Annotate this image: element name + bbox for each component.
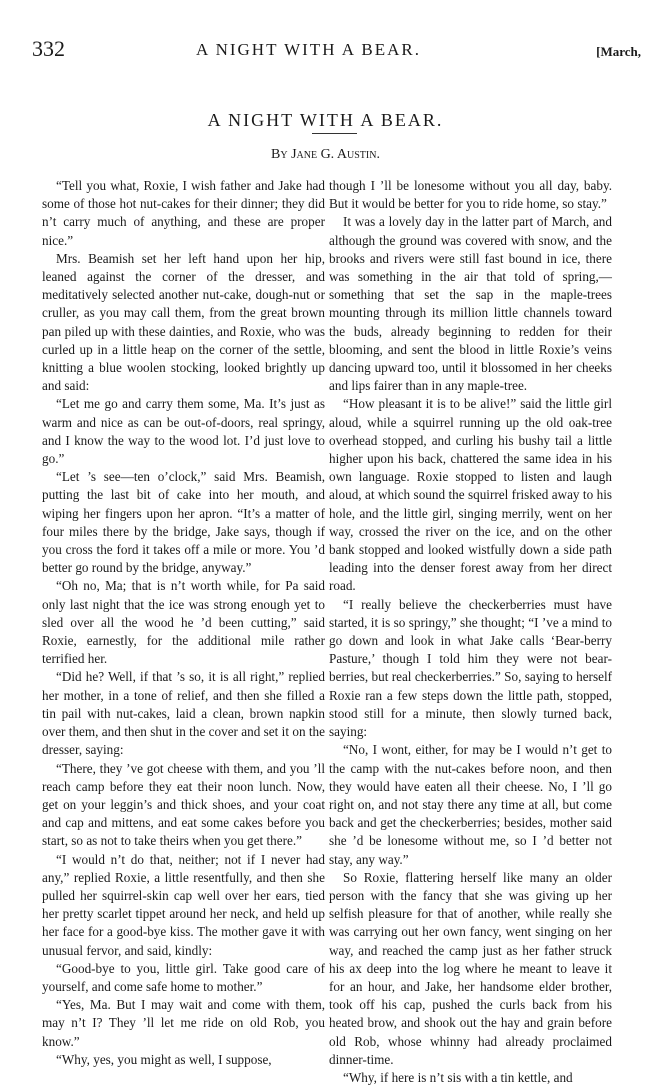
paragraph: So Roxie, flattering herself like many an older person with the fancy that she was giving up her selfish pleasure for that of another, while really she was carrying out her own fancy, went singing on her way, and reached the camp just as her father struck his ax deep into the log where he meant to leave it for an hour, and Jake, her handsome elder brother, took off his cap, pushed the curls back from his heated brow, and shook out the hay and grain before old Rob, whose whinny had already proclaimed dinner-time. [329, 869, 612, 1067]
page-number: 332 [32, 36, 65, 61]
paragraph: Mrs. Beamish set her left hand upon her hip, leaned against the corner of the dresser, and meditatively selected another nut-cake, dough-nut or cruller, as you may call them, from the great brown pan piled up with these dainties, and Roxie, who was curled up in a little heap on the corner of the settle, knitting a blue woolen stocking, looked brightly up and said: [42, 250, 325, 394]
paragraph: “Why, if here is n’t sis with a tin kettle, and [343, 1069, 573, 1085]
paragraph: “How pleasant it is to be alive!” said the little girl aloud, while a squirrel running up the old oak-tree overhead stopped, and curling his bushy tail a little higher upon his back, chattered the same idea in his own language. Roxie stopped to listen and laugh aloud, at which sound the squirrel frisked away to his hole, and the little girl, singing merrily, went on her way, crossed the river on the ice, and on the other bank stopped and looked wistfully down a side path leading into the denser forest away from her direct road. [329, 396, 612, 594]
left-text-column [42, 177, 325, 1069]
paragraph-continued: though I ’ll be lonesome without you all day, baby. But it would be better for you to ride home, so stay.” [329, 178, 612, 212]
paragraph: “There, they ’ve got cheese with them, and you ’ll reach camp before they eat their noon lunch. Now, get on your leggin’s and thick shoes, and your coat and cap and mittens, and eat some cakes before you start, so as not to take theirs when you get there.” [42, 760, 325, 849]
paragraph: “No, I wont, either, for may be I would n’t get to the camp with the nut-cakes before noon, and then they would have eaten all their cheese. No, I ’ll go right on, and not stay there any time at all, but come back and get the checkerberries; besides, mother said she ’d be lonesome without me, so I ’d better not stay, any way.” [329, 742, 612, 867]
right-text-column [329, 177, 612, 1087]
paragraph: “Let ’s see—ten o’clock,” said Mrs. Beamish, putting the last bit of cake into her mouth, and wiping her fingers upon her apron. “It’s a matter of four miles there by the bridge, Jake says, though if you cross the ford it takes off a mile or more. You ’d better go round by the bridge, anyway.” [42, 469, 325, 576]
paragraph: “I really believe the checkerberries must have started, it is so springy,” she thought; “I ’ve a mind to go down and look in what Jake calls ‘Bear-berry Pasture,’ though I told him they were not bear-berries, but real checkerberries.” So, saying to herself Roxie ran a few steps down the little path, stopped, stood still for a minute, then slowly turned back, saying: [329, 596, 612, 740]
page-header [0, 0, 651, 70]
paragraph: “Oh no, Ma; that is n’t worth while, for Pa said only last night that the ice was strong enough yet to sled over all the wood he ’d been cutting,” said Roxie, earnestly, for the additional mile rather terrified her. [42, 578, 325, 667]
paragraph: “Did he? Well, if that ’s so, it is all right,” replied her mother, in a tone of relief, and then she filled a tin pail with nut-cakes, laid a clean, brown napkin over them, and then shut in the cover and set it on the dresser, saying: [42, 669, 325, 758]
paragraph: “Why, yes, you might as well, I suppose, [56, 1051, 272, 1067]
article-byline: By Jane G. Austin. [271, 147, 380, 162]
paragraph: “I would n’t do that, neither; not if I never had any,” replied Roxie, a little resentfully, and then she pulled her squirrel-skin cap well over her ears, tied her pretty scarlet tippet around her neck, and held up her face for a good-bye kiss. The mother gave it with unusual fervor, and said, kindly: [42, 851, 325, 958]
paragraph: “Yes, Ma. But I may wait and come with them, may n’t I? They ’ll let me ride on old Rob, you know.” [42, 997, 325, 1049]
running-title: A NIGHT WITH A BEAR. [196, 40, 421, 59]
paragraph: “Good-bye to you, little girl. Take good care of yourself, and come safe home to mother.” [42, 960, 325, 994]
paragraph: It was a lovely day in the latter part of March, and although the ground was covered with snow, and the brooks and rivers were still fast bound in ice, there was something in the air that told of spring,—something that set the sap in the maple-trees mounting through its million little channels toward the buds, already beginning to redden for their blooming, and sent the blood in little Roxie’s veins dancing upward too, until it blossomed in her cheeks and lips fairer than in any maple-tree. [329, 214, 612, 394]
title-divider [312, 133, 357, 134]
issue-month: [March, [596, 44, 641, 59]
paragraph: “Let me go and carry them some, Ma. It’s just as warm and nice as can be out-of-doors, real springy, and I know the way to the wood lot. I’d just love to go.” [42, 396, 325, 467]
paragraph: “Tell you what, Roxie, I wish father and Jake had some of those hot nut-cakes for their dinner; they did n’t carry much of anything, and these are proper nice.” [42, 178, 325, 248]
article-title: A NIGHT WITH A BEAR. [207, 110, 444, 130]
